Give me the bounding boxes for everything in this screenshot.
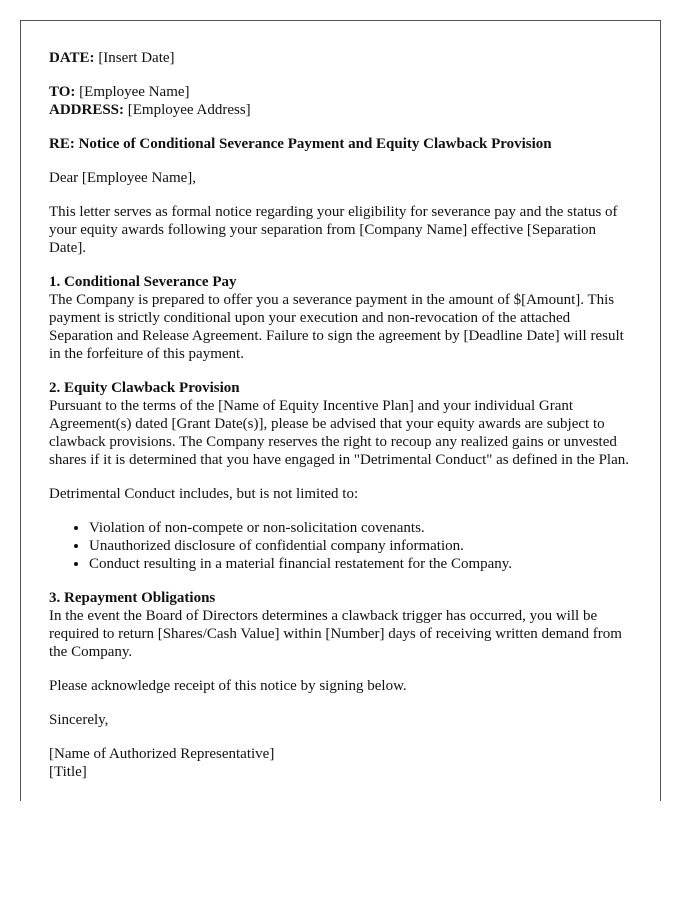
list-item: • Conduct resulting in a material financial restatement for the Company. [89,555,632,573]
acknowledge-paragraph: Please acknowledge receipt of this notice by signing below. [49,678,407,694]
to-value: [Employee Name] [79,84,190,100]
date-label: DATE: [49,50,95,66]
to-label: TO: [49,84,76,100]
list-item: • Unauthorized disclosure of confidential company information. [89,537,632,555]
salutation: Dear [Employee Name], [49,170,197,186]
section-title: 2. Equity Clawback Provision [49,380,240,396]
section-severance [49,273,632,363]
to-line [49,83,632,101]
section-body: The Company is prepared to offer you a severance payment in the amount of $[Amount]. This payment is strictly conditional upon your execution and non-revocation of the attached Separation and Release Agreement. Failure to sign the agreement by [Deadline Date] will result in the forfeiture of this payment. [49,292,624,362]
subject-text: RE: Notice of Conditional Severance Payment and Equity Clawback Provision [49,136,552,152]
section-title: 1. Conditional Severance Pay [49,274,237,290]
section-body: Pursuant to the terms of the [Name of Equity Incentive Plan] and your individual Grant Agreement(s) dated [Grant Date(s)], please be advised that your equity awards are subject to clawback provisions. The Company reserves the right to recoup any realized gains or unvested shares if it is determined that you have engaged in "Detrimental Conduct" as defined in the Plan. [49,398,630,468]
section-clawback [49,379,632,469]
section-title: 3. Repayment Obligations [49,590,216,606]
subject-line [49,135,632,153]
date-value: [Insert Date] [98,50,175,66]
detrimental-list [49,519,632,573]
detrimental-intro: Detrimental Conduct includes, but is not limited to: [49,486,359,502]
intro-paragraph: This letter serves as formal notice regarding your eligibility for severance pay and the status of your equity awards following your separation from [Company Name] effective [Separation Date]. [49,204,618,256]
section-body: In the event the Board of Directors determines a clawback trigger has occurred, you will be required to return [Shares/Cash Value] within [Number] days of receiving written demand from the Company. [49,608,622,660]
date-line [49,49,632,67]
signature-name: [Name of Authorized Representative] [49,746,275,762]
address-value: [Employee Address] [127,102,251,118]
section-repayment [49,589,632,661]
address-line [49,101,632,119]
address-label: ADDRESS: [49,102,125,118]
closing: Sincerely, [49,712,109,728]
signature-title: [Title] [49,764,87,780]
letter-page [20,20,661,801]
list-item: • Violation of non-compete or non-solicitation covenants. [89,519,632,537]
